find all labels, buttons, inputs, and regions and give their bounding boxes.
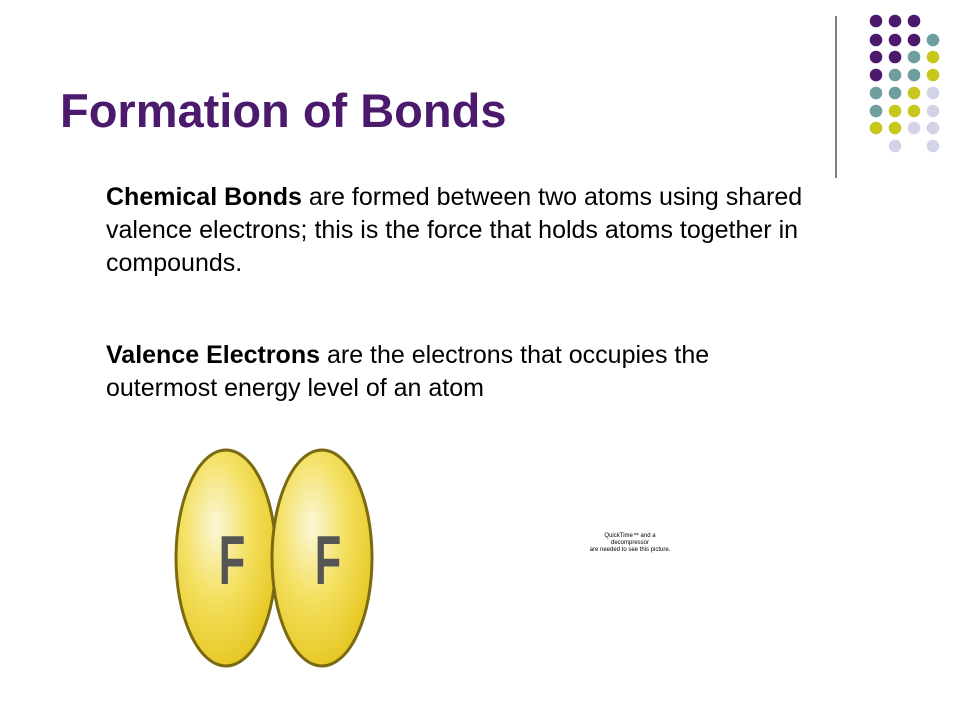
decorative-dot — [889, 69, 902, 82]
decorative-dot — [889, 51, 902, 64]
decorative-dot — [927, 105, 940, 118]
decorative-dot — [870, 69, 883, 82]
decorative-dot — [908, 69, 921, 82]
decorative-dot — [889, 15, 902, 28]
decorative-dot — [908, 51, 921, 64]
decorative-dot — [927, 87, 940, 100]
paragraph-chemical-bonds — [106, 181, 826, 280]
decorative-dot — [870, 15, 883, 28]
decorative-dot — [927, 140, 940, 153]
vertical-divider — [835, 16, 837, 178]
definition-valence-electrons: are the electrons that occupies the outermost energy level of an atom — [106, 341, 710, 402]
decorative-dot — [927, 122, 940, 135]
decorative-dot — [889, 34, 902, 47]
decorative-dot — [908, 15, 921, 28]
decorative-dot — [889, 140, 902, 153]
term-chemical-bonds: Chemical Bonds — [106, 183, 302, 211]
paragraph-valence-electrons — [106, 339, 826, 405]
quicktime-line: decompressor — [610, 540, 649, 546]
quicktime-line: QuickTime™ and a — [604, 533, 656, 539]
decorative-dot — [889, 122, 902, 135]
quicktime-placeholder — [560, 533, 700, 554]
decorative-dot — [908, 122, 921, 135]
decorative-dot — [870, 105, 883, 118]
left-atom-label: F — [218, 521, 246, 600]
definition-chemical-bonds: are formed between two atoms using shared valence electrons; this is the force that holds atoms together in compounds. — [106, 183, 803, 277]
decorative-dot — [870, 51, 883, 64]
slide-title: Formation of Bonds — [60, 84, 507, 137]
decorative-dot — [870, 34, 883, 47]
decorative-dot — [927, 51, 940, 64]
right-atom-label: F — [314, 521, 342, 600]
decorative-dot — [889, 105, 902, 118]
decorative-dot — [927, 34, 940, 47]
decorative-dot — [927, 69, 940, 82]
decorative-dot — [908, 105, 921, 118]
quicktime-line: are needed to see this picture. — [589, 547, 671, 553]
term-valence-electrons: Valence Electrons — [106, 341, 321, 369]
decorative-dot — [870, 87, 883, 100]
fluorine-molecule-illustration — [170, 444, 400, 670]
decorative-dot — [889, 87, 902, 100]
decorative-dot — [908, 87, 921, 100]
decorative-dot — [870, 122, 883, 135]
decorative-dot — [908, 34, 921, 47]
